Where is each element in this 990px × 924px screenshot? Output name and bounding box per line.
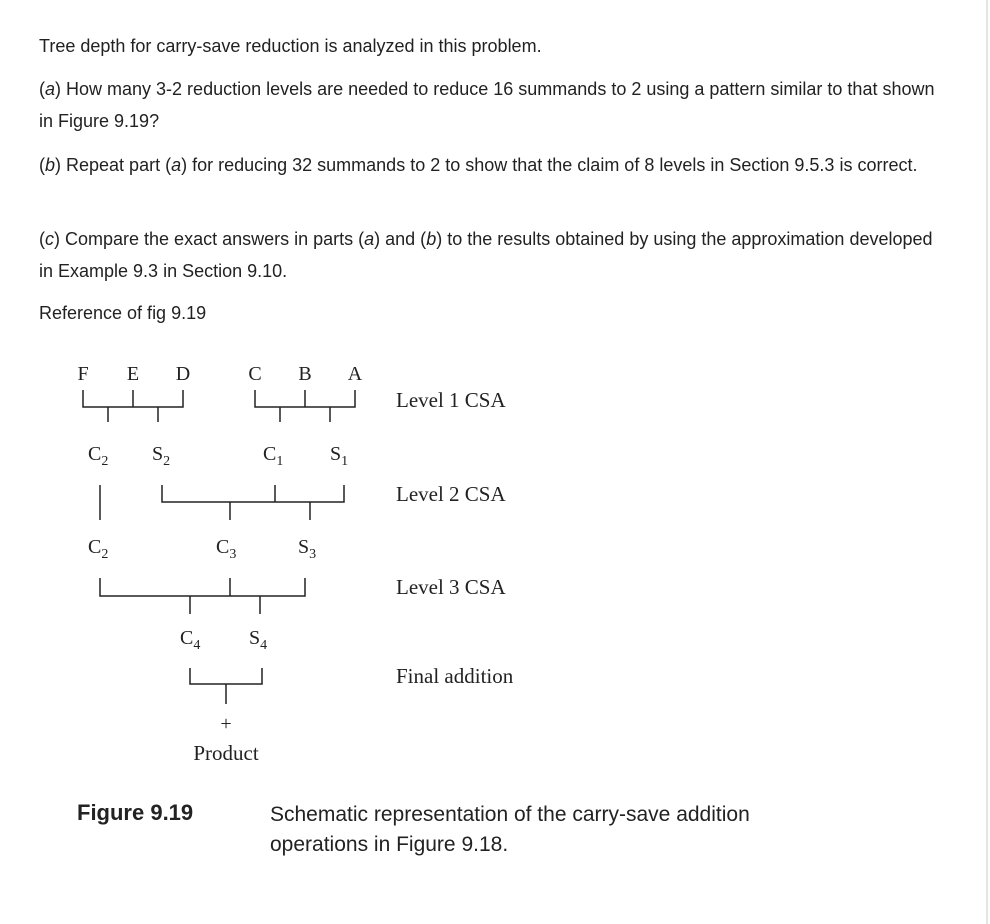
label-s3-l2: $S_3$: [298, 536, 317, 562]
part-a-label: a: [45, 79, 56, 99]
input-e: E: [126, 363, 140, 385]
product-label: Product: [193, 741, 259, 765]
level-1-label: Level 1 CSA: [396, 388, 506, 412]
level3-bracket: [100, 578, 305, 614]
input-b: B: [298, 363, 312, 385]
final-addition-label: Final addition: [396, 664, 514, 688]
part-c-text-2: ) and (: [374, 229, 427, 249]
label-c4-l3: $C_4$: [180, 627, 201, 653]
part-c-text-3: ) to the results obtained by using the approximation developed in Example 9.3 in Section 9.10.: [39, 229, 933, 281]
plus-sign: +: [220, 713, 232, 735]
part-a-text: How many 3-2 reduction levels are needed to reduce 16 summands to 2 using a pattern similar to that shown in Figure 9.19?: [39, 79, 935, 131]
input-a: A: [347, 363, 363, 385]
level-2-label: Level 2 CSA: [396, 482, 506, 506]
final-addition-bracket: [190, 668, 262, 704]
label-s1-l1: $S_1$: [330, 443, 349, 469]
figure-caption-label: Figure 9.19: [77, 800, 194, 825]
label-c2-l1: $C_2$: [88, 443, 109, 469]
level-3-label: Level 3 CSA: [396, 575, 506, 599]
figure-caption-text: Schematic representation of the carry-save addition operations in Figure 9.18.: [270, 803, 750, 856]
label-c1-l1: $C_1$: [263, 443, 284, 469]
part-c-label: c: [45, 229, 54, 249]
level2-bracket: [162, 485, 344, 520]
label-c3-l2: $C_3$: [216, 536, 237, 562]
input-f: F: [77, 363, 89, 385]
input-d: D: [175, 363, 191, 385]
part-b-label: b: [45, 155, 56, 175]
label-s4-l3: $S_4$: [249, 627, 268, 653]
part-c-text-1: Compare the exact answers in parts (: [65, 229, 365, 249]
problem-intro: Tree depth for carry-save reduction is analyzed in this problem.: [39, 36, 542, 56]
label-s2-l1: $S_2$: [152, 443, 171, 469]
problem-part-a: (a) How many 3-2 reduction levels are needed to reduce 16 summands to 2 using a pattern similar to that shown in Figure 9.19?: [39, 79, 935, 131]
level1-right-bracket: [255, 390, 355, 422]
part-b-ref: a: [171, 155, 182, 175]
level1-left-bracket: [83, 390, 183, 422]
problem-part-b: (b) Repeat part (a) for reducing 32 summands to 2 to show that the claim of 8 levels in Section 9.5.3 is correct.: [39, 155, 918, 175]
figure-reference: Reference of fig 9.19: [39, 303, 207, 323]
input-c: C: [248, 363, 262, 385]
part-c-ref-b: b: [426, 229, 437, 249]
part-b-text-2: ) for reducing 32 summands to 2 to show that the claim of 8 levels in Section 9.5.3 is correct.: [181, 155, 918, 175]
part-c-ref-a: a: [364, 229, 375, 249]
part-b-text-1: Repeat part (: [66, 155, 172, 175]
problem-part-c: (c) Compare the exact answers in parts (a) and (b) to the results obtained by using the approximation developed in Example 9.3 in Section 9.10.: [39, 229, 933, 281]
label-c2-l2: $C_2$: [88, 536, 109, 562]
